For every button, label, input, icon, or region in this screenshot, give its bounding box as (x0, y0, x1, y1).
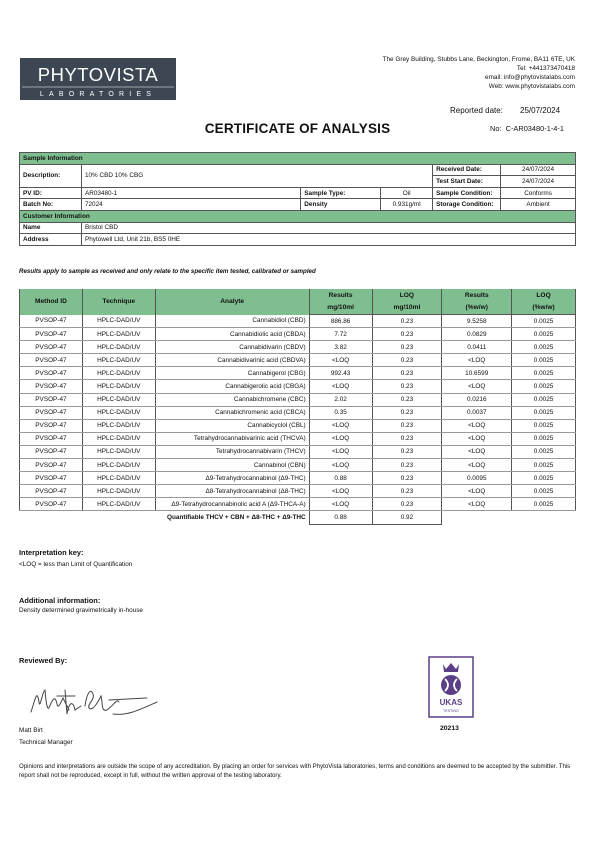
result-pct-cell: 9.5258 (442, 315, 512, 328)
technique-cell: HPLC-DAD/UV (82, 459, 155, 472)
reported-label: Reported date: (450, 106, 503, 115)
col-loq-pct-unit: (%w/w) (512, 302, 576, 315)
method-id-cell: PVSOP-47 (20, 341, 83, 354)
loq-mg-cell: 0.23 (372, 459, 442, 472)
result-mg-cell: <LOQ (309, 485, 372, 498)
loq-mg-cell: 0.23 (372, 406, 442, 419)
loq-mg-cell: 0.23 (372, 498, 442, 511)
technique-cell: HPLC-DAD/UV (82, 432, 155, 445)
ukas-number: 20213 (440, 725, 459, 732)
loq-pct-cell: 0.0025 (512, 354, 576, 367)
description-label: Description: (20, 164, 82, 187)
result-pct-cell: 0.0216 (442, 393, 512, 406)
customer-address-label: Address (20, 234, 82, 246)
phytovista-logo (20, 58, 176, 100)
sum-loq: 0.92 (372, 511, 442, 524)
sample-type-label: Sample Type: (301, 187, 381, 199)
reviewed-title: Reviewed By: (19, 656, 68, 665)
customer-name-label: Name (20, 222, 82, 234)
method-id-cell: PVSOP-47 (20, 367, 83, 380)
loq-mg-cell: 0.23 (372, 315, 442, 328)
col-results-mg: Results (309, 289, 372, 302)
loq-pct-cell: 0.0025 (512, 406, 576, 419)
result-pct-cell: 0.0095 (442, 472, 512, 485)
result-mg-cell: <LOQ (309, 459, 372, 472)
technique-cell: HPLC-DAD/UV (82, 445, 155, 458)
interpretation-title: Interpretation key: (19, 548, 84, 557)
analyte-cell: Cannabidiolic acid (CBDA) (155, 328, 309, 341)
col-loq-mg-unit: mg/10ml (372, 302, 442, 315)
method-id-cell: PVSOP-47 (20, 485, 83, 498)
sample-condition-value: Conforms (501, 187, 576, 199)
batch-label: Batch No: (20, 199, 82, 211)
result-mg-cell: 7.72 (309, 328, 372, 341)
analyte-cell: Cannabichromene (CBC) (155, 393, 309, 406)
result-mg-cell: 2.02 (309, 393, 372, 406)
method-id-cell: PVSOP-47 (20, 406, 83, 419)
method-id-cell: PVSOP-47 (20, 472, 83, 485)
loq-pct-cell: 0.0025 (512, 498, 576, 511)
sum-label: Quantifiable THCV + CBN + Δ8-THC + Δ9-THC (167, 514, 306, 522)
method-id-cell: PVSOP-47 (20, 328, 83, 341)
result-mg-cell: 0.88 (309, 472, 372, 485)
technique-cell: HPLC-DAD/UV (82, 498, 155, 511)
no-value: C-AR03480-1-4-1 (505, 124, 564, 133)
table-row (20, 341, 576, 354)
method-id-cell: PVSOP-47 (20, 498, 83, 511)
table-row (20, 498, 576, 511)
certificate-number (490, 124, 564, 133)
loq-mg-cell: 0.23 (372, 432, 442, 445)
analyte-cell: Cannabidivarin (CBDV) (155, 341, 309, 354)
document-title: CERTIFICATE OF ANALYSIS (204, 121, 391, 136)
result-mg-cell: <LOQ (309, 432, 372, 445)
result-pct-cell: <LOQ (442, 445, 512, 458)
result-mg-cell: <LOQ (309, 419, 372, 432)
result-mg-cell: <LOQ (309, 445, 372, 458)
reported-date (450, 106, 560, 115)
loq-pct-cell: 0.0025 (512, 472, 576, 485)
technique-cell: HPLC-DAD/UV (82, 406, 155, 419)
storage-value: Ambient (501, 199, 576, 211)
result-pct-cell: 10.6599 (442, 367, 512, 380)
result-mg-cell: 0.35 (309, 406, 372, 419)
result-mg-cell: <LOQ (309, 498, 372, 511)
no-label: No: (490, 124, 502, 133)
method-id-cell: PVSOP-47 (20, 380, 83, 393)
loq-pct-cell: 0.0025 (512, 367, 576, 380)
footer-disclaimer: Opinions and interpretations are outside the scope of any accreditation. By placing an order for services with PhytoVista laboratories, terms and conditions are deemed to be accepted by the submitter. This report shall not be reproduced, except in full, without the written approval of the testing laboratory. (19, 763, 571, 780)
test-start-label: Test Start Date: (433, 176, 501, 188)
col-loq-pct: LOQ (512, 289, 576, 302)
result-mg-cell: <LOQ (309, 354, 372, 367)
ukas-text: UKAS (439, 698, 463, 707)
technique-cell: HPLC-DAD/UV (82, 393, 155, 406)
interpretation-text: <LOQ = less than Limit of Quantification (19, 561, 133, 568)
result-mg-cell: 886.86 (309, 315, 372, 328)
reviewer-name: Matt Birt (19, 727, 43, 734)
method-id-cell: PVSOP-47 (20, 354, 83, 367)
logo-sub-text: LABORATORIES (39, 91, 157, 98)
analyte-cell: Tetrahydrocannabivarin (THCV) (155, 445, 309, 458)
loq-mg-cell: 0.23 (372, 445, 442, 458)
col-results-mg-unit: mg/10ml (309, 302, 372, 315)
received-label: Received Date: (433, 164, 501, 176)
density-value: 0.931g/ml (381, 199, 433, 211)
table-row (20, 367, 576, 380)
table-row (20, 432, 576, 445)
table-row (20, 354, 576, 367)
loq-mg-cell: 0.23 (372, 367, 442, 380)
analyte-cell: Tetrahydrocannabivarinic acid (THCVA) (155, 432, 309, 445)
analyte-cell: Cannabidiol (CBD) (155, 315, 309, 328)
analyte-cell: Δ8-Tetrahydrocannabinol (Δ8-THC) (155, 485, 309, 498)
loq-pct-cell: 0.0025 (512, 341, 576, 354)
method-id-cell: PVSOP-47 (20, 419, 83, 432)
technique-cell: HPLC-DAD/UV (82, 315, 155, 328)
phone-line: Tel: +441373470418 (516, 65, 575, 73)
technique-cell: HPLC-DAD/UV (82, 354, 155, 367)
method-id-cell: PVSOP-47 (20, 315, 83, 328)
logo-main-text: PHYTOVISTA (37, 64, 159, 85)
address-line: The Grey Building, Stubbs Lane, Beckington, Frome, BA11 6TE, UK (382, 56, 575, 63)
loq-mg-cell: 0.23 (372, 380, 442, 393)
email-line: email: info@phytovistalabs.com (485, 74, 575, 82)
loq-pct-cell: 0.0025 (512, 328, 576, 341)
technique-cell: HPLC-DAD/UV (82, 419, 155, 432)
method-id-cell: PVSOP-47 (20, 445, 83, 458)
method-id-cell: PVSOP-47 (20, 432, 83, 445)
density-label: Density (301, 199, 381, 211)
result-pct-cell: 0.0037 (442, 406, 512, 419)
result-mg-cell: 992.43 (309, 367, 372, 380)
loq-mg-cell: 0.23 (372, 341, 442, 354)
loq-mg-cell: 0.23 (372, 419, 442, 432)
technique-cell: HPLC-DAD/UV (82, 367, 155, 380)
col-technique: Technique (82, 289, 155, 315)
loq-pct-cell: 0.0025 (512, 419, 576, 432)
result-pct-cell: <LOQ (442, 485, 512, 498)
web-line: Web: www.phytovistalabs.com (488, 83, 575, 91)
batch-value: 72024 (81, 199, 300, 211)
loq-mg-cell: 0.23 (372, 328, 442, 341)
analyte-cell: Δ9-Tetrahydrocannabinolic acid A (Δ9-THCA-A) (155, 498, 309, 511)
additional-text: Density determined gravimetrically in-house (19, 607, 143, 614)
table-row (20, 459, 576, 472)
technique-cell: HPLC-DAD/UV (82, 341, 155, 354)
table-row (20, 406, 576, 419)
col-method: Method ID (20, 289, 83, 315)
result-pct-cell: <LOQ (442, 380, 512, 393)
col-results-pct-unit: (%w/w) (442, 302, 512, 315)
result-mg-cell: <LOQ (309, 380, 372, 393)
table-row (20, 315, 576, 328)
loq-pct-cell: 0.0025 (512, 315, 576, 328)
technique-cell: HPLC-DAD/UV (82, 485, 155, 498)
sample-type-value: Oil (381, 187, 433, 199)
reported-value: 25/07/2024 (520, 106, 561, 115)
loq-pct-cell: 0.0025 (512, 380, 576, 393)
technique-cell: HPLC-DAD/UV (82, 380, 155, 393)
reviewer-role: Technical Manager (19, 739, 73, 746)
result-mg-cell: 3.82 (309, 341, 372, 354)
loq-pct-cell: 0.0025 (512, 393, 576, 406)
table-row (20, 380, 576, 393)
analyte-cell: Cannabinol (CBN) (155, 459, 309, 472)
col-analyte: Analyte (155, 289, 309, 315)
method-id-cell: PVSOP-47 (20, 393, 83, 406)
lab-address (315, 55, 575, 91)
pv-id-value: AR03480-1 (81, 187, 300, 199)
description-value: 10% CBD 10% CBG (81, 164, 432, 187)
table-row (20, 393, 576, 406)
result-pct-cell: <LOQ (442, 419, 512, 432)
result-pct-cell: 0.0411 (442, 341, 512, 354)
sum-row (20, 511, 576, 524)
additional-title: Additional information: (19, 596, 101, 605)
table-row (20, 485, 576, 498)
method-id-cell: PVSOP-47 (20, 459, 83, 472)
customer-info-header: Customer Information (20, 210, 576, 222)
customer-name-value: Bristol CBD (81, 222, 575, 234)
result-pct-cell: 0.0829 (442, 328, 512, 341)
loq-pct-cell: 0.0025 (512, 445, 576, 458)
ukas-sub-text: TESTING (443, 709, 459, 713)
result-pct-cell: <LOQ (442, 459, 512, 472)
sample-info-header: Sample Information (20, 153, 576, 165)
technique-cell: HPLC-DAD/UV (82, 328, 155, 341)
customer-address-value: Phytowell Ltd, Unit 21b, BS5 0HE (81, 234, 575, 246)
results-disclaimer: Results apply to sample as received and only relate to the specific item tested, calibrated or sampled (19, 268, 316, 275)
analyte-cell: Cannabichromenic acid (CBCA) (155, 406, 309, 419)
analyte-cell: Cannabigerol (CBG) (155, 367, 309, 380)
storage-label: Storage Condition: (433, 199, 501, 211)
sample-condition-label: Sample Condition: (433, 187, 501, 199)
results-body (20, 315, 576, 511)
test-start-value: 24/07/2024 (501, 176, 576, 188)
received-value: 24/07/2024 (501, 164, 576, 176)
pv-id-label: PV ID: (20, 187, 82, 199)
loq-mg-cell: 0.23 (372, 472, 442, 485)
technique-cell: HPLC-DAD/UV (82, 472, 155, 485)
loq-mg-cell: 0.23 (372, 354, 442, 367)
sample-info-table (19, 152, 576, 246)
loq-pct-cell: 0.0025 (512, 485, 576, 498)
col-loq-mg: LOQ (372, 289, 442, 302)
analyte-cell: Cannabigerolic acid (CBGA) (155, 380, 309, 393)
table-row (20, 472, 576, 485)
col-results-pct: Results (442, 289, 512, 302)
result-pct-cell: <LOQ (442, 432, 512, 445)
loq-pct-cell: 0.0025 (512, 459, 576, 472)
loq-mg-cell: 0.23 (372, 485, 442, 498)
results-table (19, 289, 576, 525)
analyte-cell: Δ9-Tetrahydrocannabinol (Δ9-THC) (155, 472, 309, 485)
result-pct-cell: <LOQ (442, 354, 512, 367)
ukas-logo (428, 656, 474, 718)
signature-image (27, 680, 162, 724)
loq-mg-cell: 0.23 (372, 393, 442, 406)
sum-result: 0.88 (309, 511, 372, 524)
table-row (20, 445, 576, 458)
analyte-cell: Cannabicyclol (CBL) (155, 419, 309, 432)
loq-pct-cell: 0.0025 (512, 432, 576, 445)
analyte-cell: Cannabidivarinic acid (CBDVA) (155, 354, 309, 367)
table-row (20, 419, 576, 432)
table-row (20, 328, 576, 341)
result-pct-cell: <LOQ (442, 498, 512, 511)
